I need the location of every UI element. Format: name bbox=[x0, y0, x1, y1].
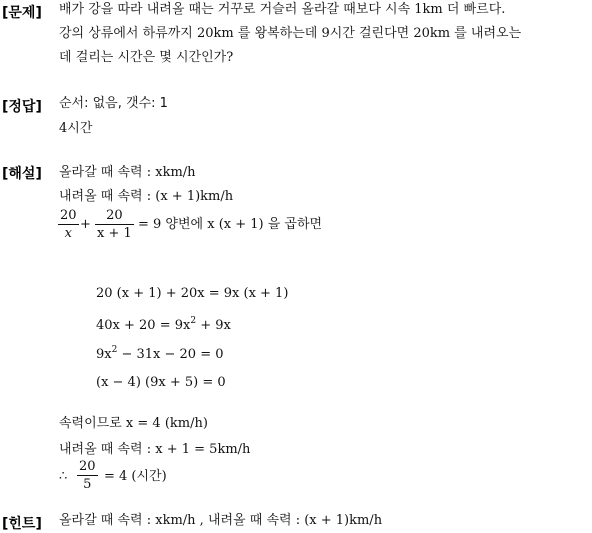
answer-meta: 순서: 없음, 갯수: 1 bbox=[59, 96, 168, 111]
problem-line-3: 데 걸리는 시간은 몇 시간인가? bbox=[59, 50, 234, 65]
hint-text: 올라갈 때 속력 : xkm/h , 내려올 때 속력 : (x + 1)km/h bbox=[59, 513, 383, 528]
fraction-result: = 4 (시간) bbox=[104, 469, 167, 484]
equation-2-exponent: 2 bbox=[190, 316, 197, 326]
fraction-equation-rest: = 9 양변에 x (x + 1) 을 곱하면 bbox=[138, 217, 323, 232]
problem-label: [문제] bbox=[2, 5, 42, 21]
equation-1: 20 (x + 1) + 20x = 9x (x + 1) bbox=[96, 286, 289, 301]
plus-sign: + bbox=[80, 217, 91, 232]
fraction-denominator: 5 bbox=[83, 477, 92, 492]
solution-label: [해설] bbox=[2, 166, 42, 182]
equation-2-right: + 9x bbox=[196, 318, 231, 333]
solution-speed-line: 속력이므로 x = 4 (km/h) bbox=[59, 416, 208, 431]
fraction-numerator: 20 bbox=[60, 208, 77, 223]
fraction-numerator: 20 bbox=[79, 459, 96, 474]
therefore-symbol: ∴ bbox=[59, 469, 68, 484]
fraction-20-over-x bbox=[58, 208, 79, 243]
equation-3-exponent: 2 bbox=[111, 345, 118, 355]
fraction-numerator: 20 bbox=[106, 208, 123, 223]
solution-down-speed: 내려올 때 속력 : (x + 1)km/h bbox=[59, 189, 234, 204]
equation-4: (x − 4) (9x + 5) = 0 bbox=[96, 375, 226, 390]
solution-down-line: 내려올 때 속력 : x + 1 = 5km/h bbox=[59, 442, 251, 457]
fraction-denominator: x bbox=[64, 226, 72, 241]
answer-value: 4시간 bbox=[59, 121, 93, 136]
equation-3-right: − 31x − 20 = 0 bbox=[117, 347, 224, 362]
solution-up-speed: 올라갈 때 속력 : xkm/h bbox=[59, 165, 196, 180]
equation-2 bbox=[96, 316, 231, 333]
equation-2-left: 40x + 20 = 9x bbox=[96, 318, 191, 333]
problem-line-1: 배가 강을 따라 내려올 때는 거꾸로 거슬러 올라갈 때보다 시속 1km 더 빠르다. bbox=[59, 2, 506, 17]
problem-line-2: 강의 상류에서 하류까지 20km 를 왕복하는데 9시간 걸린다면 20km 를 내려오는 bbox=[59, 26, 522, 41]
answer-label: [정답] bbox=[2, 99, 42, 115]
fraction-20-over-x-plus-1 bbox=[95, 208, 134, 243]
equation-3-left: 9x bbox=[96, 347, 112, 362]
fraction-20-over-5 bbox=[77, 459, 98, 494]
equation-3 bbox=[96, 345, 224, 362]
hint-label: [힌트] bbox=[2, 516, 42, 532]
fraction-denominator: x + 1 bbox=[97, 226, 132, 241]
